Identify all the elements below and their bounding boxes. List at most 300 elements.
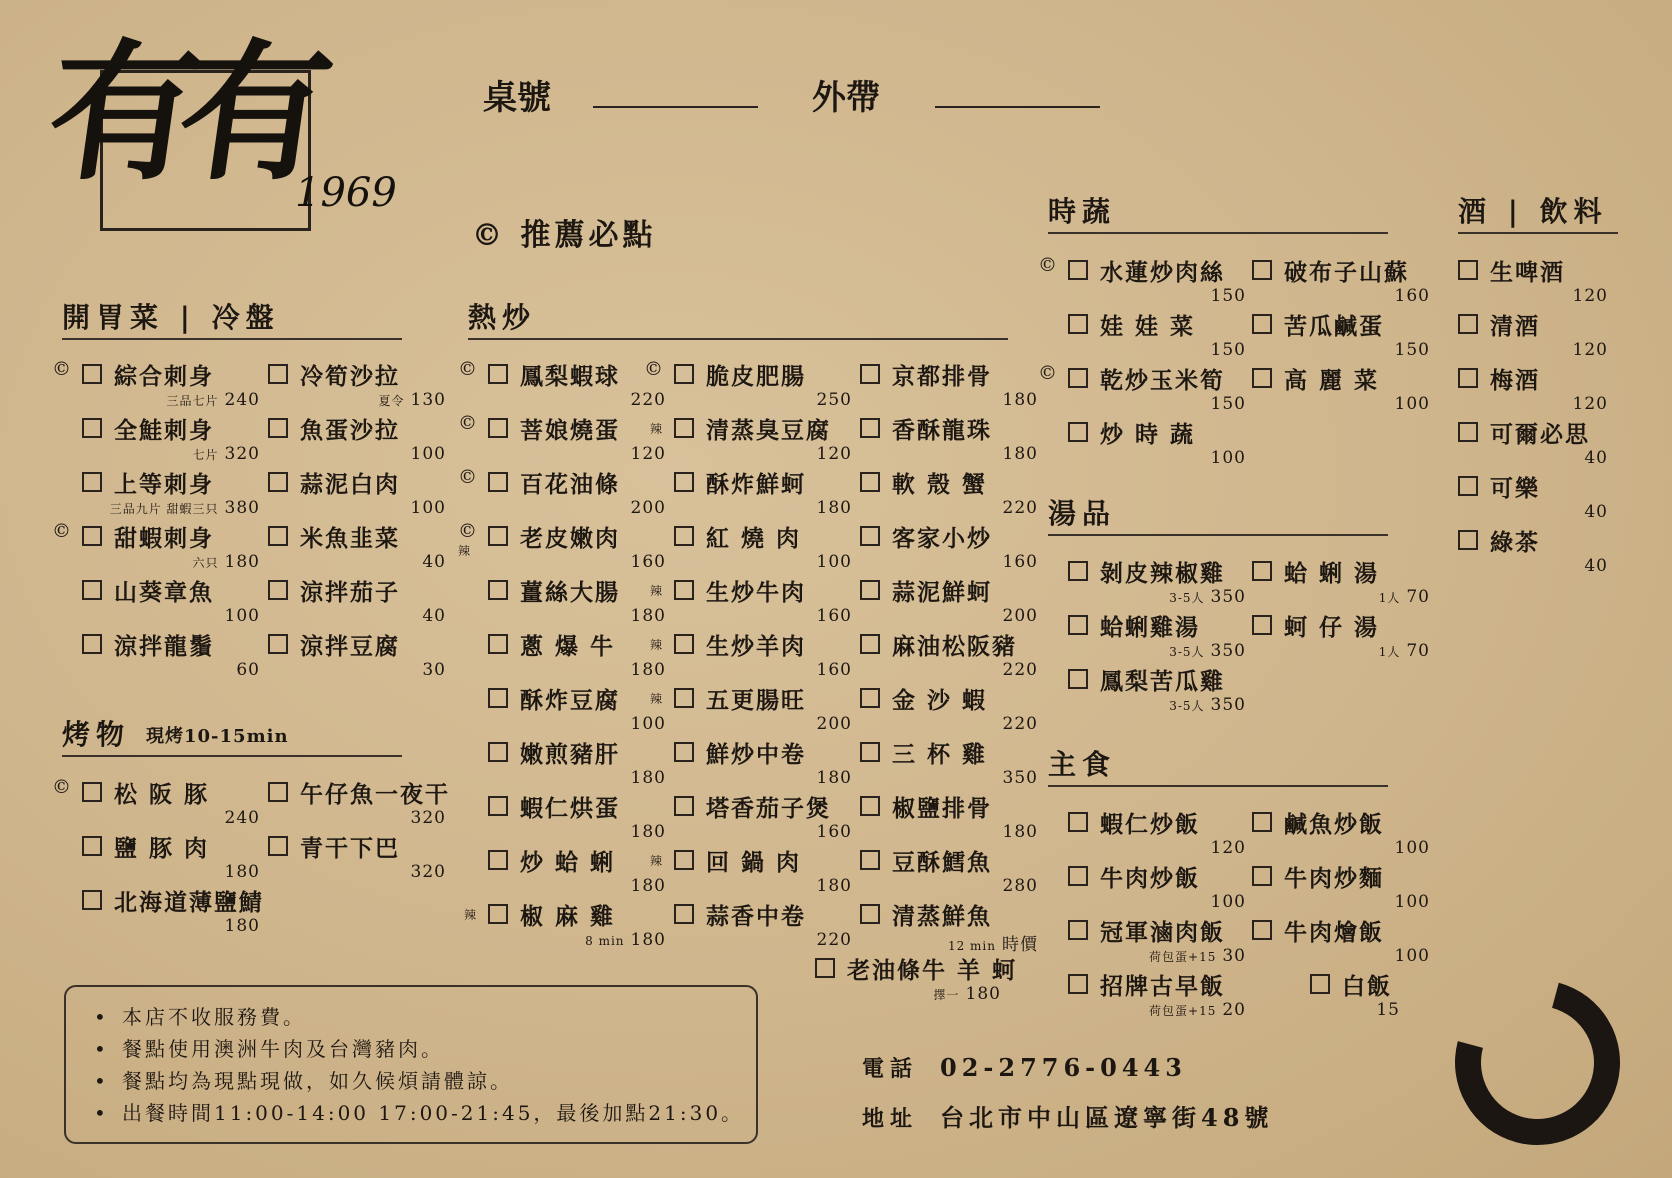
item-price: 160 — [1002, 552, 1038, 572]
item-name: 牛肉燴飯 — [1284, 919, 1384, 946]
item-note: 荷包蛋+15 — [1149, 950, 1217, 964]
item-price-row — [1169, 587, 1246, 607]
menu-item-cold[interactable] — [52, 358, 260, 412]
menu-item-hot[interactable] — [860, 846, 1038, 898]
item-price-row — [817, 498, 852, 518]
menu-item-veg[interactable] — [1068, 310, 1246, 362]
item-name: 三 杯 雞 — [892, 741, 988, 768]
item-name: 午仔魚一夜干 — [300, 781, 450, 808]
order-checkbox[interactable] — [1068, 368, 1088, 388]
menu-item-hot[interactable] — [458, 358, 666, 412]
menu-item-main[interactable] — [1252, 862, 1430, 914]
order-checkbox[interactable] — [268, 580, 288, 600]
item-price: 180 — [224, 552, 260, 572]
item-name: 破布子山蘇 — [1284, 259, 1409, 286]
item-price-row — [817, 768, 852, 788]
order-checkbox[interactable] — [82, 580, 102, 600]
order-checkbox[interactable] — [488, 796, 508, 816]
menu-item-grill[interactable] — [82, 832, 260, 884]
item-name: 百花油條 — [520, 471, 620, 498]
item-price: 160 — [816, 660, 852, 680]
item-price-row — [817, 444, 852, 464]
menu-item-hot[interactable] — [674, 522, 852, 574]
item-price-row — [1003, 390, 1038, 410]
order-checkbox[interactable] — [674, 472, 694, 492]
order-checkbox[interactable] — [1068, 974, 1088, 994]
order-checkbox[interactable] — [268, 836, 288, 856]
item-price: 100 — [1210, 892, 1246, 912]
order-checkbox[interactable] — [1068, 422, 1088, 442]
menu-item-soup[interactable] — [1252, 557, 1430, 609]
menu-item-drink[interactable] — [1458, 364, 1608, 416]
recommended-mark-icon: © — [52, 776, 71, 798]
order-checkbox[interactable] — [1068, 669, 1088, 689]
menu-item-cold[interactable] — [82, 630, 260, 682]
menu-item-cold[interactable] — [268, 630, 446, 682]
order-checkbox[interactable] — [1068, 314, 1088, 334]
phone-label: 電話 — [862, 1056, 919, 1082]
order-checkbox[interactable] — [860, 742, 880, 762]
item-price-row — [1149, 1000, 1246, 1020]
menu-item-grill[interactable] — [52, 776, 260, 830]
menu-item-hot[interactable] — [860, 468, 1038, 520]
order-checkbox[interactable] — [268, 526, 288, 546]
order-checkbox[interactable] — [488, 904, 508, 924]
item-price: 160 — [630, 552, 666, 572]
item-name: 蒜香中卷 — [706, 903, 806, 930]
order-checkbox[interactable] — [860, 472, 880, 492]
item-price: 40 — [1584, 502, 1608, 522]
item-price-row — [1584, 556, 1608, 576]
order-checkbox[interactable] — [1068, 615, 1088, 635]
menu-item-hot[interactable] — [860, 630, 1038, 682]
order-checkbox[interactable] — [674, 526, 694, 546]
menu-item-cold[interactable] — [52, 520, 260, 574]
item-price-row — [1211, 448, 1246, 468]
menu-item-soup[interactable] — [1252, 611, 1430, 663]
menu-item-hot[interactable] — [488, 846, 666, 898]
item-name: 金 沙 蝦 — [892, 687, 988, 714]
item-price: 220 — [1002, 714, 1038, 734]
menu-item-soup[interactable] — [1068, 665, 1246, 717]
menu-item-cold[interactable] — [82, 576, 260, 628]
menu-item-cold[interactable] — [82, 414, 260, 466]
item-price: 180 — [965, 984, 1001, 1004]
item-price: 180 — [224, 916, 260, 936]
item-price-row — [411, 808, 446, 828]
menu-item-cold[interactable] — [268, 414, 446, 466]
item-name: 老油條牛 羊 蚵 — [847, 957, 1018, 984]
address-label: 地址 — [862, 1106, 919, 1132]
recommended-mark-icon: © — [1038, 254, 1057, 276]
menu-item-hot[interactable] — [458, 466, 666, 520]
order-checkbox[interactable] — [860, 688, 880, 708]
item-price-row — [631, 876, 666, 896]
order-checkbox[interactable] — [1068, 260, 1088, 280]
item-price-row — [422, 606, 446, 626]
item-price-row — [1211, 892, 1246, 912]
item-price: 240 — [224, 808, 260, 828]
recommended-mark-icon: © — [458, 412, 477, 434]
item-name: 清酒 — [1490, 313, 1540, 340]
menu-item-cold[interactable] — [268, 468, 446, 520]
order-checkbox[interactable] — [1068, 866, 1088, 886]
menu-item-cold[interactable] — [268, 522, 446, 574]
menu-item-cold[interactable] — [268, 360, 446, 412]
menu-item-main[interactable] — [1068, 808, 1246, 860]
item-price-row — [379, 390, 446, 410]
section-title-main: 主食 — [1048, 748, 1117, 781]
item-price: 100 — [410, 444, 446, 464]
item-note: 1人 — [1378, 645, 1401, 659]
item-note: 夏令 — [378, 394, 405, 408]
item-price: 250 — [816, 390, 852, 410]
item-price: 時價 — [1002, 935, 1038, 955]
order-checkbox[interactable] — [1252, 314, 1272, 334]
menu-item-hot[interactable] — [860, 522, 1038, 574]
order-checkbox[interactable] — [1310, 974, 1330, 994]
item-name: 冷筍沙拉 — [300, 363, 400, 390]
order-checkbox[interactable] — [82, 836, 102, 856]
item-name: 香酥龍珠 — [892, 417, 992, 444]
order-checkbox[interactable] — [860, 418, 880, 438]
order-checkbox[interactable] — [268, 634, 288, 654]
menu-item-hot[interactable] — [488, 738, 666, 790]
item-price-row — [1003, 822, 1038, 842]
item-price: 350 — [1210, 587, 1246, 607]
menu-item-grill[interactable] — [268, 832, 446, 884]
item-price: 130 — [410, 390, 446, 410]
order-checkbox[interactable] — [488, 364, 508, 384]
menu-item-cold[interactable] — [268, 576, 446, 628]
item-name: 全鮭刺身 — [114, 417, 214, 444]
item-price: 320 — [410, 808, 446, 828]
item-name: 蝦仁炒飯 — [1100, 811, 1200, 838]
item-name: 甜蝦刺身 — [114, 525, 214, 552]
section-title-cold: 開胃菜 | 冷盤 — [62, 301, 280, 334]
item-name: 蛤 蜊 湯 — [1284, 560, 1380, 587]
menu-item-main[interactable] — [1252, 916, 1430, 968]
item-note: 1人 — [1378, 591, 1401, 605]
menu-item-hot[interactable] — [674, 468, 852, 520]
menu-item-grill[interactable] — [268, 778, 450, 830]
menu-item-main[interactable] — [1068, 916, 1246, 968]
menu-item-hot[interactable] — [860, 684, 1038, 736]
item-price: 180 — [1002, 390, 1038, 410]
order-checkbox[interactable] — [674, 796, 694, 816]
order-checkbox[interactable] — [488, 472, 508, 492]
order-checkbox[interactable] — [1252, 812, 1272, 832]
item-price: 30 — [1222, 946, 1246, 966]
section-title-grill: 烤物 — [62, 718, 131, 751]
order-checkbox[interactable] — [1068, 812, 1088, 832]
table-number-line[interactable] — [593, 106, 758, 108]
item-note: 七片 — [192, 448, 219, 462]
section-rule — [62, 338, 402, 340]
menu-item-hot[interactable] — [860, 360, 1038, 412]
recommended-mark-icon: © — [52, 358, 71, 380]
menu-item-main[interactable] — [1068, 970, 1246, 1022]
section-subtitle-grill: 現烤10-15min — [146, 726, 289, 747]
menu-item-hot[interactable] — [488, 576, 666, 628]
item-name: 米魚韭菜 — [300, 525, 400, 552]
order-checkbox[interactable] — [268, 364, 288, 384]
item-name: 松 阪 豚 — [114, 781, 210, 808]
item-price: 70 — [1406, 587, 1430, 607]
item-price: 350 — [1210, 641, 1246, 661]
item-price: 180 — [816, 768, 852, 788]
item-price: 350 — [1002, 768, 1038, 788]
menu-item-hot[interactable] — [464, 900, 666, 952]
item-price: 60 — [236, 660, 260, 680]
item-price: 40 — [422, 552, 446, 572]
menu-item-hot[interactable] — [488, 630, 666, 682]
item-name: 軟 殼 蟹 — [892, 471, 988, 498]
item-name: 綠茶 — [1490, 529, 1540, 556]
order-checkbox[interactable] — [674, 364, 694, 384]
item-price-row — [422, 552, 446, 572]
order-checkbox[interactable] — [1252, 368, 1272, 388]
order-checkbox[interactable] — [1458, 422, 1478, 442]
item-price-row — [1169, 695, 1246, 715]
item-name: 酥炸鮮蚵 — [706, 471, 806, 498]
menu-item-hot[interactable] — [860, 792, 1038, 844]
order-checkbox[interactable] — [82, 418, 102, 438]
order-checkbox[interactable] — [860, 796, 880, 816]
item-name: 可樂 — [1490, 475, 1540, 502]
menu-item-cold[interactable] — [82, 468, 260, 520]
menu-item-hot[interactable] — [815, 954, 1018, 1006]
section-rule — [1458, 232, 1618, 234]
item-price-row — [1379, 641, 1430, 661]
menu-item-veg[interactable] — [1252, 256, 1430, 308]
order-checkbox[interactable] — [860, 850, 880, 870]
item-price-row — [934, 984, 1001, 1004]
menu-item-hot[interactable] — [488, 792, 666, 844]
item-name: 生炒羊肉 — [706, 633, 806, 660]
menu-item-grill[interactable] — [82, 886, 264, 938]
item-price-row — [1573, 286, 1608, 306]
item-name: 生啤酒 — [1490, 259, 1565, 286]
item-name: 老皮嫩肉 — [520, 525, 620, 552]
order-checkbox[interactable] — [1458, 530, 1478, 550]
item-name: 剝皮辣椒雞 — [1100, 560, 1225, 587]
item-name: 高 麗 菜 — [1284, 367, 1380, 394]
order-checkbox[interactable] — [674, 580, 694, 600]
order-checkbox[interactable] — [860, 364, 880, 384]
phone-number[interactable]: 02-2776-0443 — [940, 1053, 1187, 1082]
item-price: 150 — [1394, 340, 1430, 360]
order-checkbox[interactable] — [1252, 260, 1272, 280]
order-checkbox[interactable] — [488, 742, 508, 762]
item-price: 180 — [630, 660, 666, 680]
phone-row — [862, 1052, 1187, 1083]
notes-box — [64, 985, 758, 1144]
order-checkbox[interactable] — [674, 742, 694, 762]
order-checkbox[interactable] — [82, 364, 102, 384]
menu-item-hot[interactable] — [650, 576, 852, 628]
item-price: 100 — [816, 552, 852, 572]
item-price: 150 — [1210, 340, 1246, 360]
order-checkbox[interactable] — [488, 688, 508, 708]
recommended-mark-icon: © — [458, 520, 477, 542]
menu-item-main[interactable] — [1252, 808, 1430, 860]
item-name: 招牌古早飯 — [1100, 973, 1225, 1000]
menu-item-drink[interactable] — [1458, 418, 1608, 470]
menu-item-veg[interactable] — [1252, 364, 1430, 416]
section-title-hot: 熱炒 — [468, 301, 537, 334]
item-price-row — [1573, 340, 1608, 360]
item-name: 鹹魚炒飯 — [1284, 811, 1384, 838]
menu-item-hot[interactable] — [458, 412, 666, 466]
order-checkbox[interactable] — [860, 634, 880, 654]
takeout-line[interactable] — [935, 106, 1100, 108]
order-checkbox[interactable] — [1068, 920, 1088, 940]
order-checkbox[interactable] — [860, 580, 880, 600]
address-row — [862, 1098, 1273, 1133]
order-checkbox[interactable] — [674, 634, 694, 654]
menu-item-hot[interactable] — [860, 738, 1038, 790]
order-checkbox[interactable] — [1252, 920, 1272, 940]
order-checkbox[interactable] — [674, 418, 694, 438]
recommend-legend: © 推薦必點 — [472, 218, 657, 253]
spicy-mark: 辣 — [650, 854, 663, 868]
order-checkbox[interactable] — [488, 850, 508, 870]
menu-item-hot[interactable] — [650, 630, 852, 682]
order-checkbox[interactable] — [268, 782, 288, 802]
menu-item-hot[interactable] — [650, 684, 852, 736]
spicy-mark: 辣 — [458, 544, 471, 558]
order-checkbox[interactable] — [82, 634, 102, 654]
menu-item-soup[interactable] — [1068, 611, 1246, 663]
menu-item-hot[interactable] — [860, 900, 1038, 955]
section-rule — [468, 338, 1008, 340]
item-price-row — [167, 390, 260, 410]
order-checkbox[interactable] — [1458, 260, 1478, 280]
menu-item-hot[interactable] — [458, 520, 666, 574]
item-price-row — [817, 660, 852, 680]
item-price: 220 — [1002, 498, 1038, 518]
item-name: 鳳梨蝦球 — [520, 363, 620, 390]
recommended-mark-icon: © — [644, 358, 663, 380]
menu-item-soup[interactable] — [1068, 557, 1246, 609]
item-price: 120 — [1572, 394, 1608, 414]
item-price-row — [631, 444, 666, 464]
item-price-row — [1376, 1000, 1400, 1020]
order-checkbox[interactable] — [488, 580, 508, 600]
item-name: 客家小炒 — [892, 525, 992, 552]
order-checkbox[interactable] — [268, 472, 288, 492]
order-checkbox[interactable] — [674, 688, 694, 708]
item-price-row — [1395, 394, 1430, 414]
item-note: 3-5人 — [1169, 591, 1205, 605]
menu-item-hot[interactable] — [860, 414, 1038, 466]
order-checkbox[interactable] — [1252, 561, 1272, 581]
item-price-row — [225, 606, 260, 626]
menu-item-hot[interactable] — [650, 846, 852, 898]
order-checkbox[interactable] — [674, 904, 694, 924]
item-price: 100 — [1394, 892, 1430, 912]
item-price: 180 — [1002, 822, 1038, 842]
item-note: 荷包蛋+15 — [1149, 1004, 1217, 1018]
menu-item-main[interactable] — [1310, 970, 1400, 1022]
item-name: 苦瓜鹹蛋 — [1284, 313, 1384, 340]
item-price: 180 — [630, 768, 666, 788]
item-name: 鹽 豚 肉 — [114, 835, 210, 862]
address-text: 台北市中山區遼寧街48號 — [940, 1103, 1274, 1132]
order-checkbox[interactable] — [82, 526, 102, 546]
item-price-row — [411, 444, 446, 464]
item-name: 炒 時 蔬 — [1100, 421, 1196, 448]
order-checkbox[interactable] — [860, 904, 880, 924]
order-checkbox[interactable] — [268, 418, 288, 438]
menu-item-veg[interactable] — [1038, 362, 1246, 416]
item-price-row — [1395, 838, 1430, 858]
item-price-row — [1395, 286, 1430, 306]
item-price: 180 — [630, 822, 666, 842]
menu-item-drink[interactable] — [1458, 526, 1608, 578]
order-checkbox[interactable] — [1252, 866, 1272, 886]
order-checkbox[interactable] — [1458, 368, 1478, 388]
item-price: 180 — [816, 498, 852, 518]
table-number-label: 桌號 — [483, 78, 551, 118]
menu-item-hot[interactable] — [650, 414, 852, 466]
order-checkbox[interactable] — [1458, 476, 1478, 496]
item-price: 120 — [1210, 838, 1246, 858]
order-checkbox[interactable] — [860, 526, 880, 546]
item-price: 380 — [224, 498, 260, 518]
item-price: 180 — [224, 862, 260, 882]
menu-item-hot[interactable] — [860, 576, 1038, 628]
order-checkbox[interactable] — [1458, 314, 1478, 334]
menu-item-drink[interactable] — [1458, 472, 1608, 524]
order-checkbox[interactable] — [815, 958, 835, 978]
item-name: 脆皮肥腸 — [706, 363, 806, 390]
menu-item-drink[interactable] — [1458, 256, 1608, 308]
menu-item-veg[interactable] — [1068, 418, 1246, 470]
order-checkbox[interactable] — [1252, 615, 1272, 635]
menu-item-hot[interactable] — [674, 738, 852, 790]
item-name: 紅 燒 肉 — [706, 525, 802, 552]
menu-item-main[interactable] — [1068, 862, 1246, 914]
menu-item-drink[interactable] — [1458, 310, 1608, 362]
menu-item-veg[interactable] — [1038, 254, 1246, 308]
item-name: 五更腸旺 — [706, 687, 806, 714]
item-price: 320 — [410, 862, 446, 882]
menu-item-hot[interactable] — [674, 900, 852, 952]
note-item: • 餐點使用澳洲牛肉及台灣豬肉。 — [122, 1033, 756, 1065]
order-checkbox[interactable] — [1068, 561, 1088, 581]
order-checkbox[interactable] — [82, 782, 102, 802]
order-checkbox[interactable] — [82, 472, 102, 492]
item-name: 綜合刺身 — [114, 363, 214, 390]
menu-item-veg[interactable] — [1252, 310, 1430, 362]
order-checkbox[interactable] — [488, 634, 508, 654]
order-checkbox[interactable] — [674, 850, 694, 870]
order-checkbox[interactable] — [488, 418, 508, 438]
item-name: 清蒸鮮魚 — [892, 903, 992, 930]
recommended-mark-icon: © — [52, 520, 71, 542]
item-note: 8 min — [585, 934, 625, 948]
item-price-row — [1395, 340, 1430, 360]
item-price: 100 — [1394, 838, 1430, 858]
menu-item-hot[interactable] — [674, 792, 852, 844]
menu-item-hot[interactable] — [488, 684, 666, 736]
order-checkbox[interactable] — [82, 890, 102, 910]
item-price: 220 — [816, 930, 852, 950]
item-price-row — [631, 768, 666, 788]
order-checkbox[interactable] — [488, 526, 508, 546]
